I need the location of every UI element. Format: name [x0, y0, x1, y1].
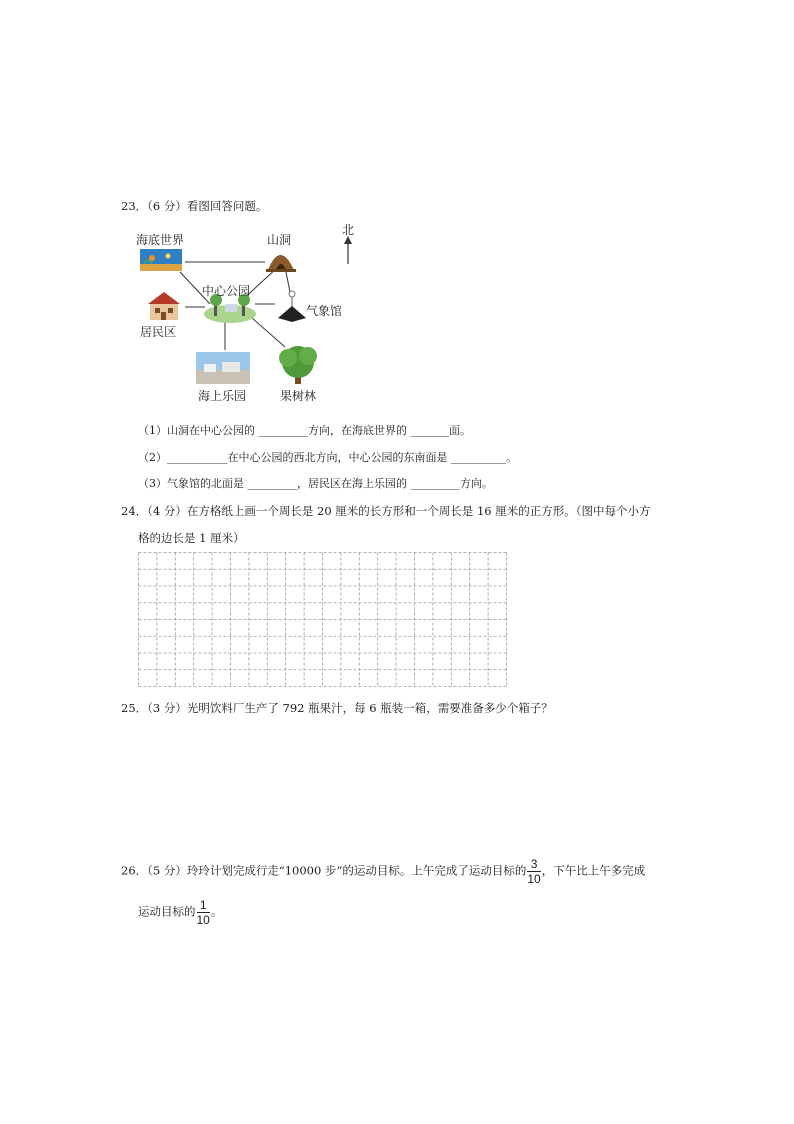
fraction-numerator: 1	[197, 899, 210, 913]
label-qixiang: 气象馆	[306, 304, 343, 318]
weather-station-icon	[278, 291, 306, 322]
fraction-1-10	[197, 899, 210, 926]
q23-sub2: （2）___________在中心公园的西北方向，中心公园的东南面是 __________。	[138, 451, 517, 464]
q26-line2	[138, 899, 222, 926]
square-grid[interactable]	[138, 552, 508, 688]
label-guoshu: 果树林	[280, 389, 317, 402]
label-shandong: 山洞	[267, 233, 292, 247]
sea-park-icon	[196, 352, 250, 384]
q26-line2-prefix: 运动目标的	[138, 904, 196, 919]
north-label: 北	[342, 223, 355, 237]
label-haishang: 海上乐园	[198, 389, 247, 402]
q24-line2: 格的边长是 1 厘米）	[138, 531, 245, 545]
aquarium-icon	[140, 249, 182, 271]
park-icon	[204, 294, 256, 323]
direction-map	[130, 222, 360, 402]
fraction-numerator: 3	[527, 858, 540, 872]
q23-sub1: （1）山洞在中心公园的 _________方向，在海底世界的 _______面。	[138, 424, 471, 437]
q23-title: 23．（6 分）看图回答问题。	[121, 199, 268, 213]
q26-line1	[121, 858, 645, 885]
label-haidi: 海底世界	[136, 233, 185, 247]
line-zhongxin-guoshu	[252, 318, 285, 347]
q26-part1: 26．（5 分）玲玲计划完成行走“10000 步”的运动目标。上午完成了运动目标的	[121, 863, 527, 878]
fraction-denominator: 10	[527, 872, 541, 886]
q25-text: 25．（3 分）光明饮料厂生产了 792 瓶果汁，每 6 瓶装一箱，需要准备多少个箱子？	[121, 701, 553, 715]
north-arrow	[344, 236, 352, 264]
tree-icon	[279, 346, 317, 384]
label-jumin: 居民区	[140, 325, 177, 339]
cave-icon	[266, 255, 296, 272]
fraction-denominator: 10	[196, 913, 210, 927]
label-zhongxin: 中心公园	[202, 284, 251, 298]
q26-part2: ，下午比上午多完成	[541, 863, 646, 878]
residential-icon	[148, 292, 180, 320]
q23-sub3: （3）气象馆的北面是 _________，居民区在海上乐园的 _________方向。	[138, 477, 493, 490]
q26-line2-suffix: 。	[210, 904, 223, 919]
q24-line1: 24．（4 分）在方格纸上画一个周长是 20 厘米的长方形和一个周长是 16 厘米的正方形。（图中每个小方	[121, 504, 651, 518]
fraction-3-10	[527, 858, 540, 885]
